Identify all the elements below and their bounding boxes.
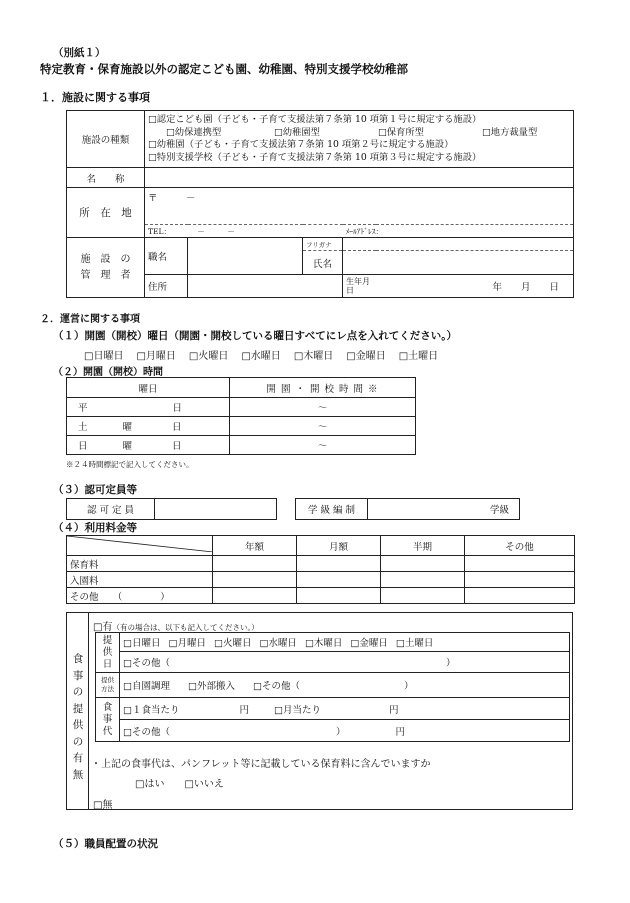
post-field[interactable] <box>188 238 303 275</box>
hours-head-time: 開 園 ・ 開 校 時 間 ※ <box>230 378 416 398</box>
meal-yes[interactable]: □有（有の場合は、以下も記入してください。） <box>93 622 259 633</box>
fee-head-month: 月額 <box>297 536 381 556</box>
manager-label: 施 設 の 管 理 者 <box>67 238 145 298</box>
manager-name-field[interactable] <box>343 251 574 275</box>
fee-table <box>66 535 575 604</box>
day-sun[interactable]: □日曜日 <box>84 351 124 362</box>
method-external[interactable]: □外部搬入 <box>187 681 235 692</box>
fee-row-other: その他 （ ） <box>67 588 213 604</box>
name-field[interactable] <box>145 168 574 188</box>
q4-heading: （４）利用料金等 <box>53 522 137 534</box>
meal-day-label: 提供日 <box>96 633 120 673</box>
meal-yes-note: （有の場合は、以下も記入してください。） <box>112 623 259 632</box>
day-fri[interactable]: □金曜日 <box>346 351 386 362</box>
fee-head-year: 年額 <box>213 536 297 556</box>
meal-day-tue[interactable]: □火曜日 <box>213 638 252 649</box>
fee-cell[interactable] <box>465 588 575 604</box>
capacity-field[interactable] <box>155 499 277 520</box>
meal-detail-table <box>95 632 570 742</box>
fee-row-entrance: 入園料 <box>67 572 213 588</box>
cost-per-meal[interactable]: □１食当たり <box>123 704 180 716</box>
meal-side-label: 食事の提供の有無 <box>72 653 84 781</box>
postal-field[interactable]: 〒 － <box>145 188 574 225</box>
class-table <box>295 498 520 520</box>
meal-answer[interactable] <box>135 775 224 790</box>
mail-field[interactable]: ﾒｰﾙｱﾄﾞﾚｽ： <box>343 225 574 238</box>
fee-corner <box>67 536 213 556</box>
open-days[interactable] <box>84 347 451 362</box>
option-tokubetsu-shien[interactable]: □特別支援学校（子ども・子育て支援法第７条第 10 項第３号に規定する施設） <box>148 151 482 163</box>
meal-methods[interactable]: □自園調理 □外部搬入 □その他（ ） <box>120 673 570 698</box>
diagonal-line <box>67 536 213 552</box>
home-label: 住所 <box>145 275 188 298</box>
facility-kind-options[interactable] <box>145 111 574 168</box>
fee-cell[interactable] <box>213 588 297 604</box>
capacity-label: 認 可 定 員 <box>67 499 155 520</box>
furigana-label: フリガナ <box>303 238 343 251</box>
address-label: 所 在 地 <box>67 188 145 238</box>
hours-head-day: 曜日 <box>67 378 230 398</box>
attachment-label: （別紙１） <box>53 47 106 59</box>
fee-row-hoiku: 保育料 <box>67 556 213 572</box>
fee-cell[interactable] <box>381 588 465 604</box>
fee-cell[interactable] <box>213 572 297 588</box>
facility-table <box>66 110 574 298</box>
meal-day-fri[interactable]: □金曜日 <box>350 638 388 649</box>
day-thu[interactable]: □木曜日 <box>293 351 334 362</box>
fee-cell[interactable] <box>213 556 297 572</box>
meal-cost-label: 食事代 <box>96 698 120 742</box>
method-other[interactable]: □その他（ <box>252 681 300 692</box>
meal-box <box>66 612 573 810</box>
meal-day-other[interactable]: □その他（ ） <box>120 652 570 673</box>
note-24h: ※２４時間標記で記入してください。 <box>66 460 194 469</box>
meal-days[interactable] <box>120 633 570 652</box>
facility-kind-label: 施設の種類 <box>67 111 145 168</box>
cost-per-month[interactable]: □月当たり <box>274 704 321 716</box>
page-title: 特定教育・保育施設以外の認定こども園、幼稚園、特別支援学校幼稚部 <box>40 62 408 76</box>
option-hoikusho-gata[interactable]: □保育所型 <box>378 126 424 138</box>
hours-row-weekday: 平 日 <box>67 398 230 417</box>
fee-head-half: 半期 <box>381 536 465 556</box>
manager-name-label: 氏名 <box>303 251 343 275</box>
fee-cell[interactable] <box>381 572 465 588</box>
answer-no[interactable]: □いいえ <box>184 779 224 790</box>
fee-head-other: その他 <box>465 536 575 556</box>
day-wed[interactable]: □水曜日 <box>241 351 281 362</box>
hours-field-weekday[interactable]: ～ <box>230 398 416 417</box>
birth-field[interactable]: 年 月 日 <box>376 275 574 298</box>
q5-heading: （５）職員配置の状況 <box>53 838 158 850</box>
home-field[interactable] <box>188 275 343 298</box>
q3-heading: （３）認可定員等 <box>53 484 137 496</box>
hours-row-saturday: 土 曜 日 <box>67 417 230 436</box>
meal-day-thu[interactable]: □木曜日 <box>304 638 343 649</box>
furigana-field[interactable] <box>343 238 574 251</box>
meal-cost-row2[interactable]: □その他（ ） 円 <box>120 720 570 742</box>
day-mon[interactable]: □月曜日 <box>136 351 176 362</box>
section1-heading: １．施設に関する事項 <box>40 91 150 104</box>
hours-row-sunday: 日 曜 日 <box>67 436 230 455</box>
method-own[interactable]: □自園調理 <box>123 681 170 692</box>
tel-field[interactable]: TEL： － － <box>145 225 343 238</box>
meal-none[interactable]: □無 <box>93 800 113 811</box>
fee-cell[interactable] <box>381 556 465 572</box>
name-label: 名 称 <box>67 168 145 188</box>
meal-day-mon[interactable]: □月曜日 <box>168 638 206 649</box>
section2-heading: ２．運営に関する事項 <box>40 314 140 325</box>
fee-cell[interactable] <box>465 572 575 588</box>
fee-cell[interactable] <box>297 588 381 604</box>
day-tue[interactable]: □火曜日 <box>188 351 229 362</box>
meal-question: ・上記の食事代は、パンフレット等に記載している保育料に含んでいますか <box>91 759 431 770</box>
fee-cell[interactable] <box>297 572 381 588</box>
hours-field-sunday[interactable]: ～ <box>230 436 416 455</box>
hours-field-saturday[interactable]: ～ <box>230 417 416 436</box>
birth-label: 生年月 日 <box>343 275 376 298</box>
day-sat[interactable]: □土曜日 <box>398 351 439 362</box>
meal-day-sun[interactable]: □日曜日 <box>123 638 161 649</box>
option-chihou-sairyou[interactable]: □地方裁量型 <box>482 126 538 138</box>
meal-day-sat[interactable]: □土曜日 <box>395 638 434 649</box>
meal-day-wed[interactable]: □水曜日 <box>259 638 297 649</box>
option-youchien[interactable]: □幼稚園（子ども・子育て支援法第７条第 10 項第２号に規定する施設） <box>148 139 454 151</box>
q1-heading: （１）開園（開校）曜日（開園・開校している曜日すべてにレ点を入れてください。） <box>53 330 458 342</box>
hours-table <box>66 377 416 455</box>
capacity-table <box>66 498 277 520</box>
option-hoho-renkei[interactable]: □幼保連携型 <box>166 126 222 138</box>
fee-cell[interactable] <box>297 556 381 572</box>
answer-yes[interactable]: □はい <box>135 779 165 790</box>
class-field[interactable]: 学級 <box>368 499 520 520</box>
q2-heading: （２）開園（開校）時間 <box>53 367 163 378</box>
option-youchien-gata[interactable]: □幼稚園型 <box>274 126 320 138</box>
option-kodomoen[interactable]: □認定こども園（子ども・子育て支援法第７条第 10 項第１号に規定する施設） <box>148 114 482 125</box>
fee-cell[interactable] <box>465 556 575 572</box>
post-label: 職名 <box>145 238 188 275</box>
meal-cost-row1[interactable]: □１食当たり 円 □月当たり 円 <box>120 698 570 720</box>
class-label: 学 級 編 制 <box>296 499 368 520</box>
meal-method-label: 提供方法 <box>96 673 120 698</box>
